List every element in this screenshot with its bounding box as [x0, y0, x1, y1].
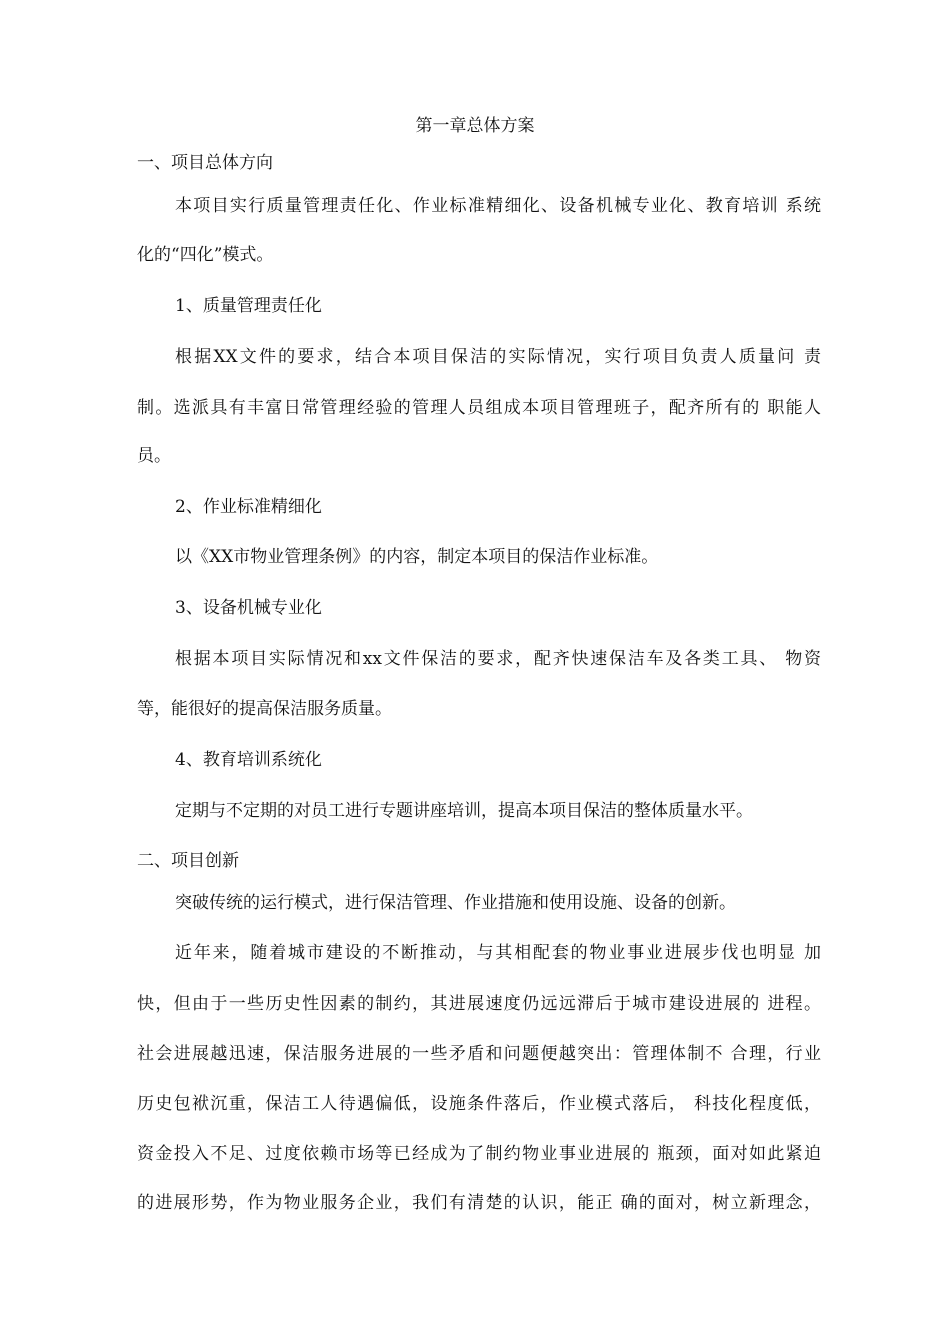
paragraph-line: 制。选派具有丰富日常管理经验的管理人员组成本项目管理班子，配齐所有的 职能人	[137, 398, 821, 418]
paragraph-line: 等，能很好的提高保洁服务质量。	[137, 699, 392, 719]
paragraph-line: 快，但由于一些历史性因素的制约，其进展速度仍远远滞后于城市建设进展的 进程。	[137, 994, 821, 1014]
paragraph-line: 员。	[137, 446, 171, 466]
chapter-title: 第一章总体方案	[415, 116, 535, 136]
paragraph-line: 根据XX文件的要求，结合本项目保洁的实际情况，实行项目负责人质量问 责	[175, 347, 821, 367]
paragraph-line: 社会进展越迅速，保洁服务进展的一些矛盾和问题便越突出：管理体制不 合理，行业	[137, 1044, 821, 1064]
paragraph-line: 本项目实行质量管理责任化、作业标准精细化、设备机械专业化、教育培训 系统	[175, 196, 821, 216]
paragraph-line: 化的“四化”模式。	[137, 245, 274, 265]
section-heading-1: 一、项目总体方向	[137, 153, 273, 173]
paragraph-line: 定期与不定期的对员工进行专题讲座培训，提高本项目保洁的整体质量水平。	[175, 801, 753, 821]
paragraph-line: 资金投入不足、过度依赖市场等已经成为了制约物业事业进展的 瓶颈，面对如此紧迫	[137, 1144, 821, 1164]
paragraph-line: 历史包袱沉重，保洁工人待遇偏低，设施条件落后，作业模式落后， 科技化程度低，	[137, 1094, 821, 1114]
subsection-heading-1: 1、质量管理责任化	[175, 296, 322, 316]
subsection-heading-2: 2、作业标准精细化	[175, 497, 322, 517]
paragraph-line: 根据本项目实际情况和xx文件保洁的要求，配齐快速保洁车及各类工具、 物资	[175, 649, 821, 669]
subsection-heading-3: 3、设备机械专业化	[175, 598, 322, 618]
paragraph-line: 以《XX市物业管理条例》的内容，制定本项目的保洁作业标准。	[175, 547, 659, 567]
paragraph-line: 的进展形势，作为物业服务企业，我们有清楚的认识，能正 确的面对，树立新理念，	[137, 1193, 821, 1213]
paragraph-line: 近年来，随着城市建设的不断推动，与其相配套的物业事业进展步伐也明显 加	[175, 943, 821, 963]
subsection-heading-4: 4、教育培训系统化	[175, 750, 322, 770]
paragraph-line: 突破传统的运行模式，进行保洁管理、作业措施和使用设施、设备的创新。	[175, 893, 736, 913]
section-heading-2: 二、项目创新	[137, 851, 239, 871]
